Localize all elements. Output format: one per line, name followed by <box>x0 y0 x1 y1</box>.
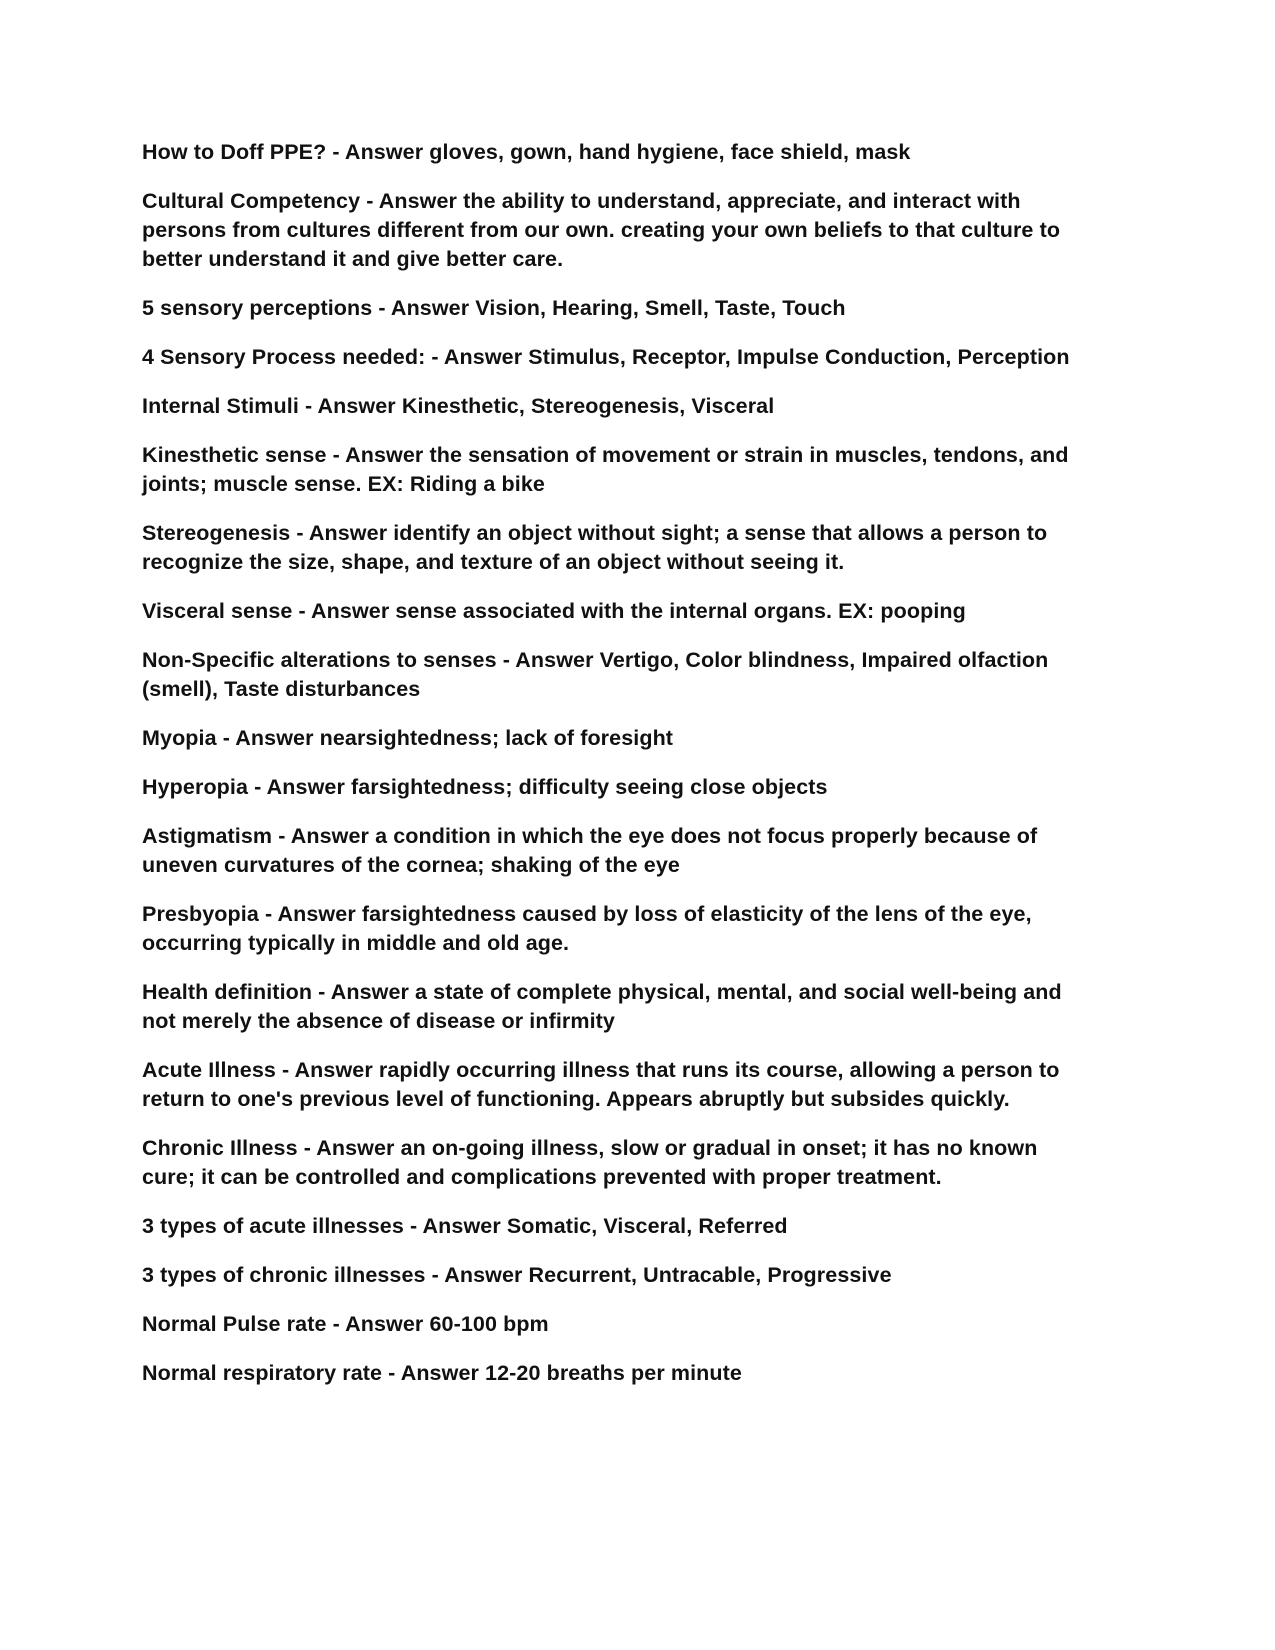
flashcard-entry: Stereogenesis - Answer identify an object without sight; a sense that allows a person to recognize the size, shape, and texture of an object without seeing it. <box>142 521 1048 574</box>
flashcard-entry: Normal respiratory rate - Answer 12-20 breaths per minute <box>142 1361 742 1385</box>
flashcard-entry: Hyperopia - Answer farsightedness; difficulty seeing close objects <box>142 775 828 799</box>
flashcard-entry: Health definition - Answer a state of complete physical, mental, and social well-being and not merely the absence of disease or infirmity <box>142 980 1062 1033</box>
flashcard-entry: Non-Specific alterations to senses - Answer Vertigo, Color blindness, Impaired olfaction (smell), Taste disturbances <box>142 648 1049 701</box>
flashcard-entry: Internal Stimuli - Answer Kinesthetic, Stereogenesis, Visceral <box>142 394 775 418</box>
flashcard-entry: Chronic Illness - Answer an on-going illness, slow or gradual in onset; it has no known cure; it can be controlled and complications prevented with proper treatment. <box>142 1136 1038 1189</box>
flashcard-list <box>142 138 1092 1408</box>
flashcard-entry: Astigmatism - Answer a condition in which the eye does not focus properly because of uneven curvatures of the cornea; shaking of the eye <box>142 824 1038 877</box>
flashcard-entry: How to Doff PPE? - Answer gloves, gown, hand hygiene, face shield, mask <box>142 140 911 164</box>
flashcard-entry: Myopia - Answer nearsightedness; lack of foresight <box>142 726 674 750</box>
flashcard-entry: Kinesthetic sense - Answer the sensation of movement or strain in muscles, tendons, and joints; muscle sense. EX: Riding a bike <box>142 443 1069 496</box>
flashcard-entry: Normal Pulse rate - Answer 60-100 bpm <box>142 1312 549 1336</box>
flashcard-entry: Visceral sense - Answer sense associated with the internal organs. EX: pooping <box>142 599 966 623</box>
flashcard-entry: 3 types of chronic illnesses - Answer Recurrent, Untracable, Progressive <box>142 1263 892 1287</box>
flashcard-entry: 4 Sensory Process needed: - Answer Stimulus, Receptor, Impulse Conduction, Perception <box>142 345 1070 369</box>
flashcard-entry: 5 sensory perceptions - Answer Vision, Hearing, Smell, Taste, Touch <box>142 296 846 320</box>
flashcard-entry: Presbyopia - Answer farsightedness caused by loss of elasticity of the lens of the eye, occurring typically in middle and old age. <box>142 902 1032 955</box>
flashcard-entry: 3 types of acute illnesses - Answer Somatic, Visceral, Referred <box>142 1214 788 1238</box>
flashcard-entry: Cultural Competency - Answer the ability to understand, appreciate, and interact with persons from cultures different from our own. creating your own beliefs to that culture to better understand it and give better care. <box>142 189 1061 271</box>
flashcard-entry: Acute Illness - Answer rapidly occurring illness that runs its course, allowing a person to return to one's previous level of functioning. Appears abruptly but subsides quickly. <box>142 1058 1060 1111</box>
